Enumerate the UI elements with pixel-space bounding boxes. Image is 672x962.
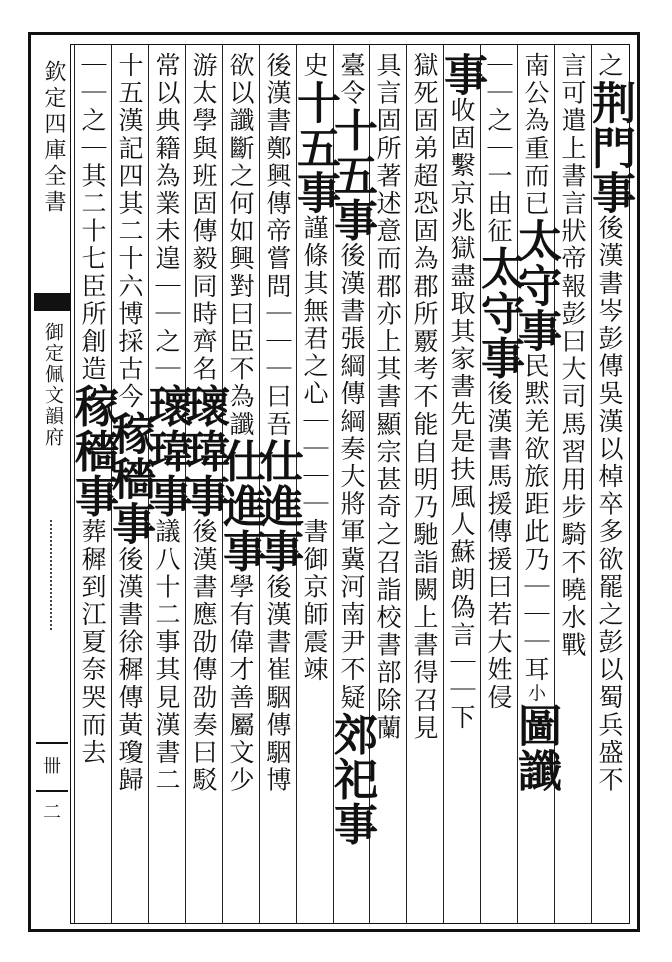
column-text: 具言固所著述意而郡亦上其書顯宗甚奇之召詣校書部除蘭 bbox=[373, 52, 402, 742]
column-text: 後漢書徐穉傳黃瓊歸 bbox=[115, 545, 144, 795]
text-column bbox=[407, 52, 442, 918]
headword: 瓌瑋事 bbox=[178, 383, 229, 519]
column-text: 議八十二事其見漢書二 bbox=[152, 518, 181, 795]
column-text: 民黙羌欲旅距此乃｜｜｜耳 bbox=[521, 352, 550, 684]
column-text: ｜｜之｜其二十七臣所創造 bbox=[78, 52, 107, 384]
column-text: 可遣上書言狀帝報彭曰大司馬習用步騎不曉水戰 bbox=[558, 79, 587, 660]
column-text: 史 bbox=[300, 52, 329, 80]
headword: 荆門事 bbox=[584, 79, 635, 215]
headword: 圖讖 bbox=[510, 702, 561, 793]
headword: 事 bbox=[436, 52, 487, 97]
column-text: 學有偉才善屬文少 bbox=[226, 573, 255, 795]
text-column bbox=[473, 52, 524, 918]
headword: 瓌瑋事 bbox=[141, 383, 192, 519]
headword: 十五事 bbox=[326, 107, 377, 243]
text-column bbox=[510, 52, 561, 918]
column-text: 收固繫京兆獄盡取其家書先是扶風人蘇朗偽言｜｜下 bbox=[447, 97, 476, 732]
text-column bbox=[67, 52, 118, 918]
text-column bbox=[436, 52, 487, 918]
column-text: 欲以讖斷之何如興對曰臣不為讖 bbox=[226, 52, 255, 439]
text-column bbox=[584, 52, 635, 918]
column-text: 臺令 bbox=[337, 52, 366, 108]
headword: 郊祀事 bbox=[326, 711, 377, 847]
headword: 稼穡事 bbox=[67, 383, 118, 519]
section-title: 御定佩文韻府 bbox=[42, 322, 64, 448]
headword: 仕進事 bbox=[215, 438, 266, 574]
book-title: 欽定四庫全書 bbox=[41, 60, 66, 216]
headword: 太守事 bbox=[510, 217, 561, 353]
column-text: 十五漢記四其二十六博採古今 bbox=[115, 52, 144, 411]
headword: 仕進事 bbox=[252, 438, 303, 574]
folio-number: 卌二 bbox=[36, 742, 68, 792]
column-text: 後漢書鄭興傳帝嘗問｜｜｜曰吾 bbox=[263, 52, 292, 439]
column-text: 南公為重而已 bbox=[521, 52, 550, 218]
column-text: 之 bbox=[595, 52, 624, 80]
column-text: 後漢書馬援傳援曰若大姓侵 bbox=[484, 380, 513, 712]
column-text: 後漢書應劭傳劭奏曰駁 bbox=[189, 518, 218, 795]
margin-black-band bbox=[34, 293, 70, 311]
column-text: 後漢書張綱傳綱奏大將軍冀河南尹不疑 bbox=[337, 242, 366, 712]
headword: 太守事 bbox=[473, 245, 524, 381]
column-text: 游太學與班固傳毅同時齊名 bbox=[189, 52, 218, 384]
column-text: ｜｜之｜一由征 bbox=[484, 52, 513, 246]
column-text: 小 bbox=[525, 683, 546, 703]
column-text: 後漢書岑彭傳吳漢以棹卒多欲罷之彭以蜀兵盛不 bbox=[595, 214, 624, 795]
headword: 稼穡事 bbox=[104, 410, 155, 546]
column-text: 葬穉到江夏奈哭而去 bbox=[78, 518, 107, 767]
column-text: 謹條其無君之心｜｜｜｜書御京師震竦 bbox=[300, 214, 329, 684]
column-text: 後漢書崔駰傳駰博 bbox=[263, 573, 292, 795]
column-text: 言 bbox=[558, 52, 587, 80]
margin-dotted-rule bbox=[50, 520, 62, 630]
headword: 十五事 bbox=[289, 79, 340, 215]
column-text: 獄死固弟超恐固為郡所覈考不能自明乃馳詣闕上書得召見 bbox=[410, 52, 439, 742]
column-text: 常以典籍為業未遑｜｜之｜ bbox=[152, 52, 181, 384]
